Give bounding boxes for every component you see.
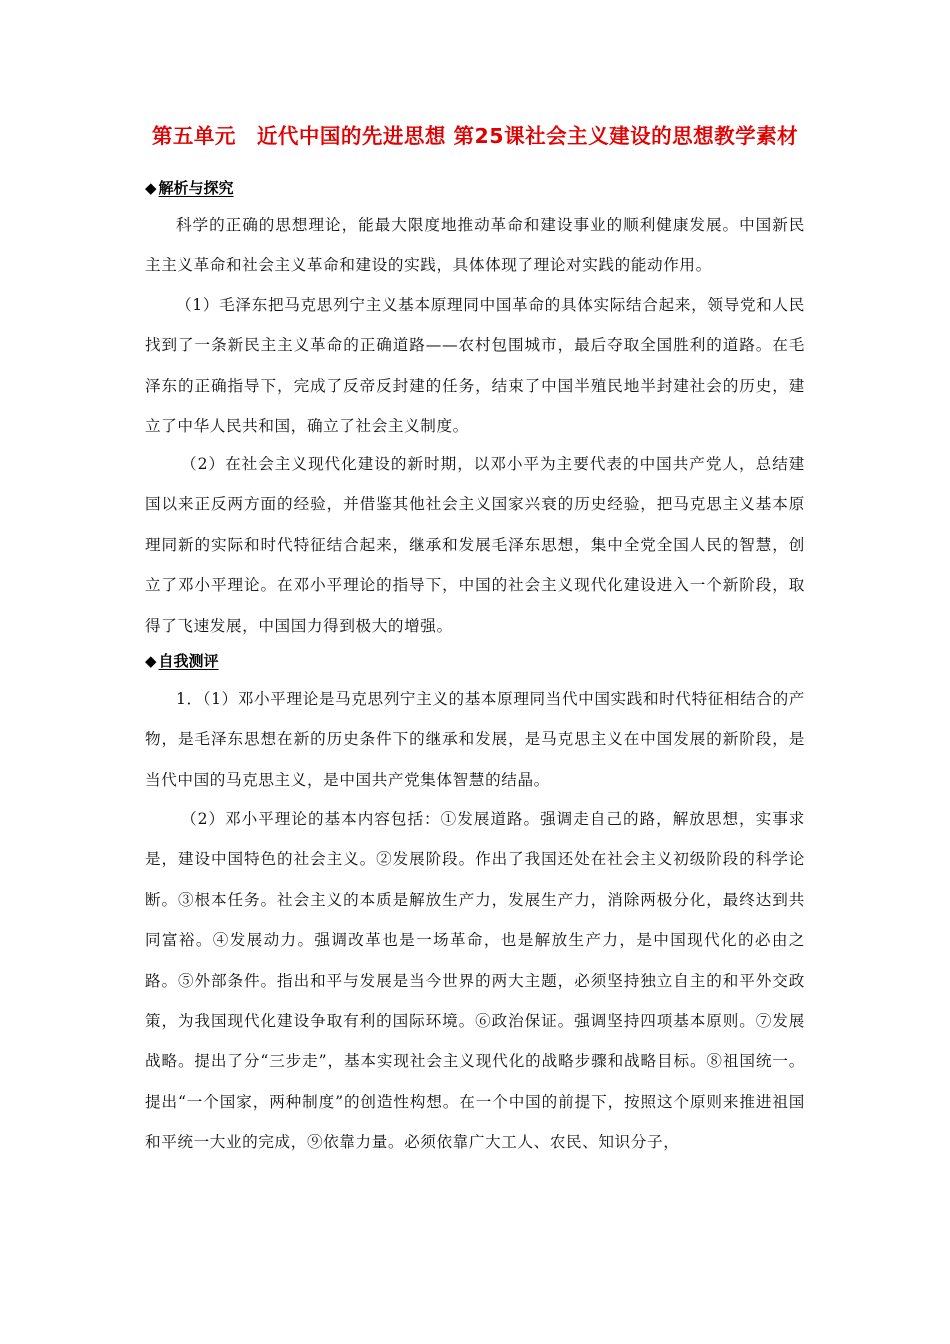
section-heading-self-test bbox=[145, 651, 219, 671]
section-heading-label: 自我测评 bbox=[158, 652, 219, 670]
section-heading-label: 解析与探究 bbox=[158, 179, 234, 197]
paragraph: （2）邓小平理论的基本内容包括：①发展道路。强调走自己的路，解放思想，实事求是，建设中国特色的社会主义。②发展阶段。作出了我国还处在社会主义初级阶段的科学论断。③根本任务。社会主义的本质是解放生产力，发展生产力，消除两极分化，最终达到共同富裕。④发展动力。强调改革也是一场革命，也是解放生产力，是中国现代化的必由之路。⑤外部条件。指出和平与发展是当今世界的两大主题，必须坚持独立自主的和平外交政策，为我国现代化建设争取有利的国际环境。⑥政治保证。强调坚持四项基本原则。⑦发展战略。提出了分“三步走”，基本实现社会主义现代化的战略步骤和战略目标。⑧祖国统一。提出“一个国家，两种制度”的创造性构想。在一个中国的前提下，按照这个原则来推进祖国和平统一大业的完成，⑨依靠力量。必须依靠广大工人、农民、知识分子， bbox=[145, 810, 805, 1152]
paragraph: 科学的正确的思想理论，能最大限度地推动革命和建设事业的顺利健康发展。中国新民主主义革命和社会主义革命和建设的实践，具体体现了理论对实践的能动作用。 bbox=[145, 216, 805, 275]
section-heading-analysis bbox=[145, 178, 234, 198]
paragraph: （1）毛泽东把马克思列宁主义基本原理同中国革命的具体实际结合起来，领导党和人民找到了一条新民主主义革命的正确道路——农村包围城市，最后夺取全国胜利的道路。在毛泽东的正确指导下，完成了反帝反封建的任务，结束了中国半殖民地半封建社会的历史，建立了中华人民共和国，确立了社会主义制度。 bbox=[145, 296, 805, 436]
paragraph: 1．（1）邓小平理论是马克思列宁主义的基本原理同当代中国实践和时代特征相结合的产物，是毛泽东思想在新的历史条件下的继承和发展，是马克思主义在中国发展的新阶段，是当代中国的马克思主义，是中国共产党集体智慧的结晶。 bbox=[145, 690, 805, 789]
paragraph: （2）在社会主义现代化建设的新时期，以邓小平为主要代表的中国共产党人，总结建国以来正反两方面的经验，并借鉴其他社会主义国家兴衰的历史经验，把马克思主义基本原理同新的实际和时代特征结合起来，继承和发展毛泽东思想，集中全党全国人民的智慧，创立了邓小平理论。在邓小平理论的指导下，中国的社会主义现代化建设进入一个新阶段，取得了飞速发展，中国国力得到极大的增强。 bbox=[145, 455, 805, 635]
diamond-bullet-icon: ◆ bbox=[145, 652, 157, 670]
document-title: 第五单元 近代中国的先进思想 第25课社会主义建设的思想教学素材 bbox=[151, 124, 799, 148]
diamond-bullet-icon: ◆ bbox=[145, 179, 157, 197]
